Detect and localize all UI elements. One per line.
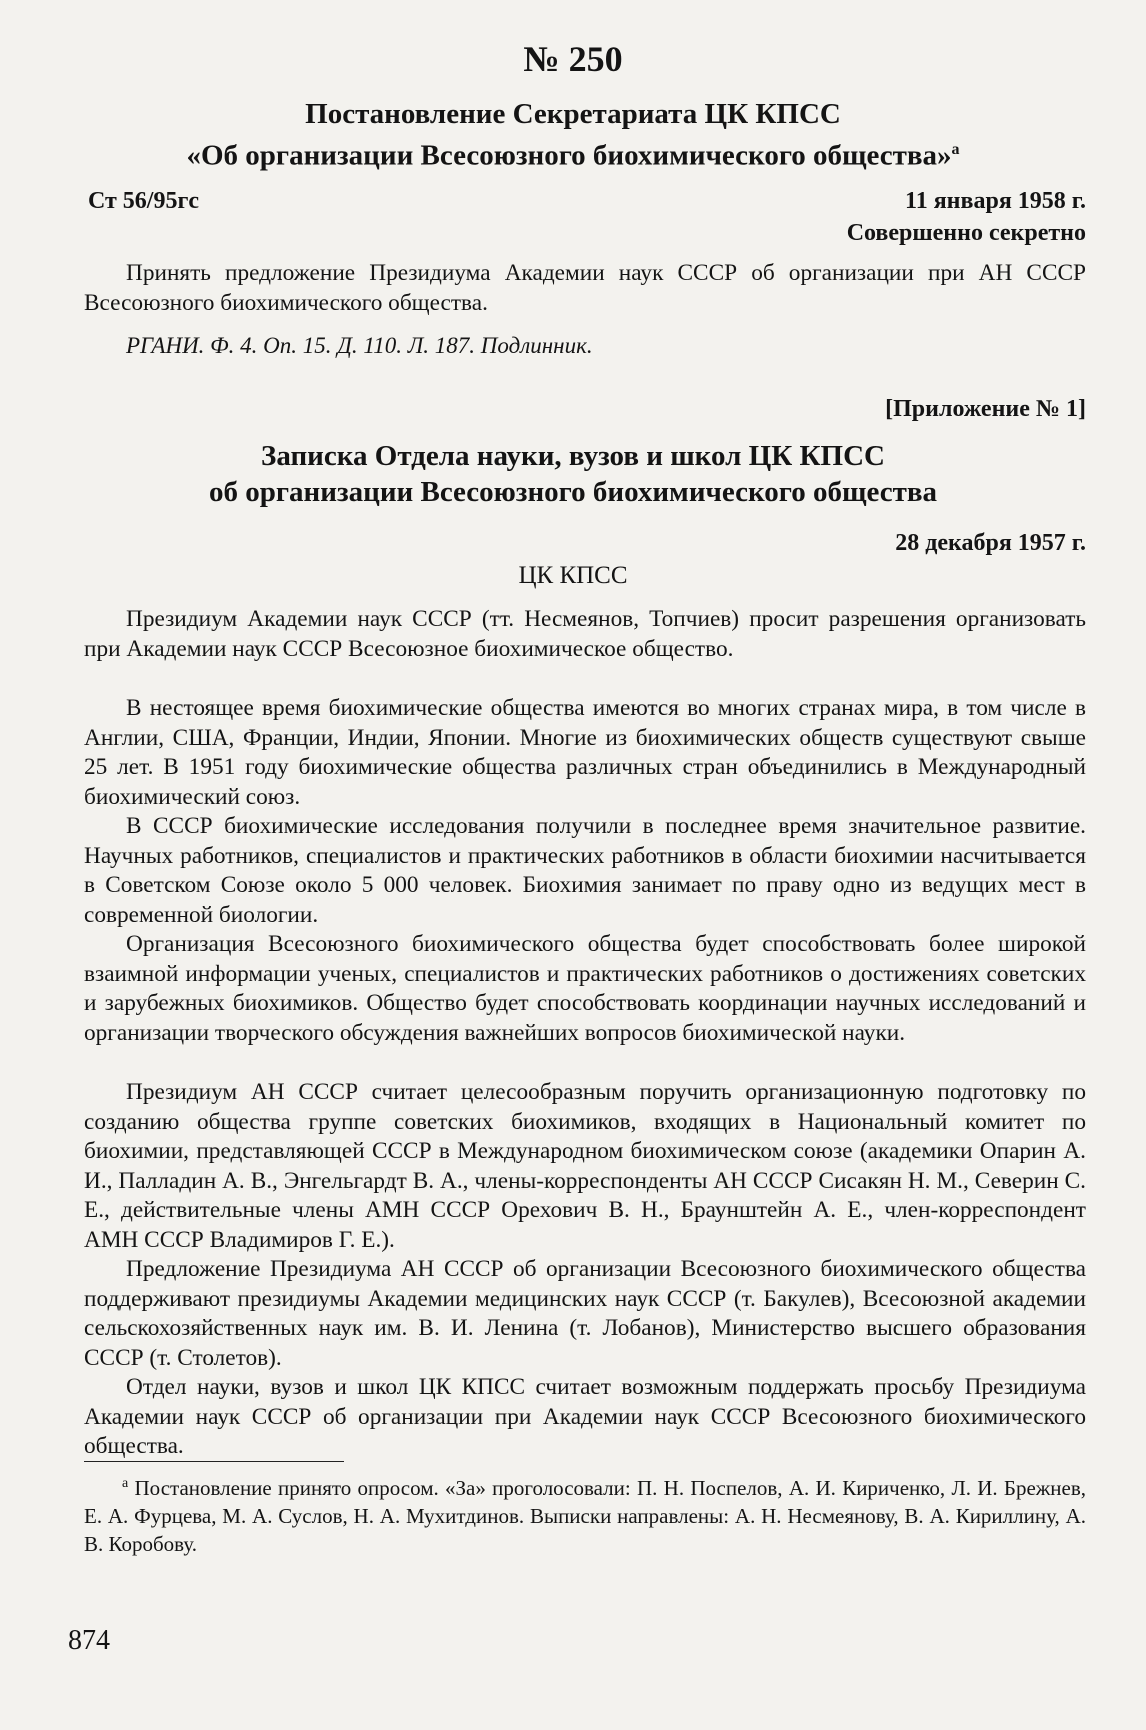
body-paragraph: Предложение Президиума АН СССР об организации Всесоюзного биохимического общества поддерживают президиумы Академии медицинских наук СССР (т. Бакулев), Всесоюзной академии сельскохозяйственных наук им. В. И. Ленина (т. Лобанов), Министерство высшего образования СССР (т. Столетов).	[84, 1256, 1086, 1371]
header-meta-row	[88, 188, 1086, 215]
resolution-text: Принять предложение Президиума Академии наук СССР об организации при АН СССР Всесоюзного биохимического общества.	[84, 260, 1086, 316]
footnote-divider	[84, 1461, 344, 1462]
footnote-text: Постановление принято опросом. «За» проголосовали: П. Н. Поспелов, А. И. Кириченко, Л. И. Брежнев, Е. А. Фурцева, М. А. Суслов, Н. А. Мухитдинов. Выписки направлены: А. Н. Несмеянову, В. А. Кириллину, А. В. Коробову.	[84, 1476, 1087, 1556]
body-paragraph: В СССР биохимические исследования получили в последнее время значительное развитие. Научных работников, специалистов и практических работников в области биохимии насчитывается в Советском Союзе около 5 000 человек. Биохимия занимает по праву одно из ведущих мест в современной биологии.	[84, 813, 1086, 928]
appendix-date: 28 декабря 1957 г.	[895, 530, 1086, 556]
archive-source: РГАНИ. Ф. 4. Оп. 15. Д. 110. Л. 187. Подлинник.	[126, 333, 593, 358]
document-number: № 250	[523, 39, 623, 79]
body-paragraph: Организация Всесоюзного биохимического общества будет способствовать более широкой взаимной информации ученых, специалистов и практических работников о достижениях советских и зарубежных биохимиков. Общество будет способствовать координации научных исследований и организации творческого обсуждения важнейших вопросов биохимической науки.	[84, 931, 1086, 1046]
addressee: ЦК КПСС	[518, 562, 628, 589]
resolution-title-line1: Постановление Секретариата ЦК КПСС	[305, 98, 841, 130]
footnote-mark: а	[122, 1476, 129, 1491]
resolution-title-text: «Об организации Всесоюзного биохимического общества»	[186, 139, 952, 172]
resolution-date: 11 января 1958 г.	[905, 188, 1086, 214]
page-number: 874	[68, 1625, 110, 1656]
appendix-label: [Приложение № 1]	[885, 396, 1086, 422]
body-paragraph: Президиум АН СССР считает целесообразным поручить организационную подготовку по созданию общества группе советских биохимиков, входящих в Национальный комитет по биохимии, представляющей СССР в Международном биохимическом союзе (академики Опарин А. И., Палладин А. В., Энгельгардт В. А., члены-корреспонденты АН СССР Сисакян Н. М., Северин С. Е., действительные члены АМН СССР Орехович В. Н., Браунштейн А. Е., член-корреспондент АМН СССР Владимиров Г. Е.).	[84, 1079, 1086, 1253]
footnote-mark: а	[951, 141, 960, 158]
footnote	[84, 1470, 1086, 1558]
resolution-title-line2	[60, 132, 1086, 174]
classification-stamp: Совершенно секретно	[846, 220, 1086, 246]
appendix-title-line1: Записка Отдела науки, вузов и школ ЦК КПСС	[261, 440, 885, 472]
appendix-title-line2: об организации Всесоюзного биохимического общества	[208, 476, 937, 508]
reference-number: Ст 56/95гс	[88, 188, 200, 214]
body-paragraph: В нестоящее время биохимические общества имеются во многих странах мира, в том числе в Англии, США, Франции, Индии, Японии. Многие из биохимических обществ существуют свыше 25 лет. В 1951 году биохимические общества различных стран объединились в Международный биохимический союз.	[84, 695, 1086, 810]
body-paragraph: Президиум Академии наук СССР (тт. Несмеянов, Топчиев) просит разрешения организовать при Академии наук СССР Всесоюзное биохимическое общество.	[84, 606, 1086, 662]
body-paragraph: Отдел науки, вузов и школ ЦК КПСС считает возможным поддержать просьбу Президиума Академии наук СССР об организации при Академии наук СССР Всесоюзного биохимического общества.	[84, 1374, 1086, 1460]
